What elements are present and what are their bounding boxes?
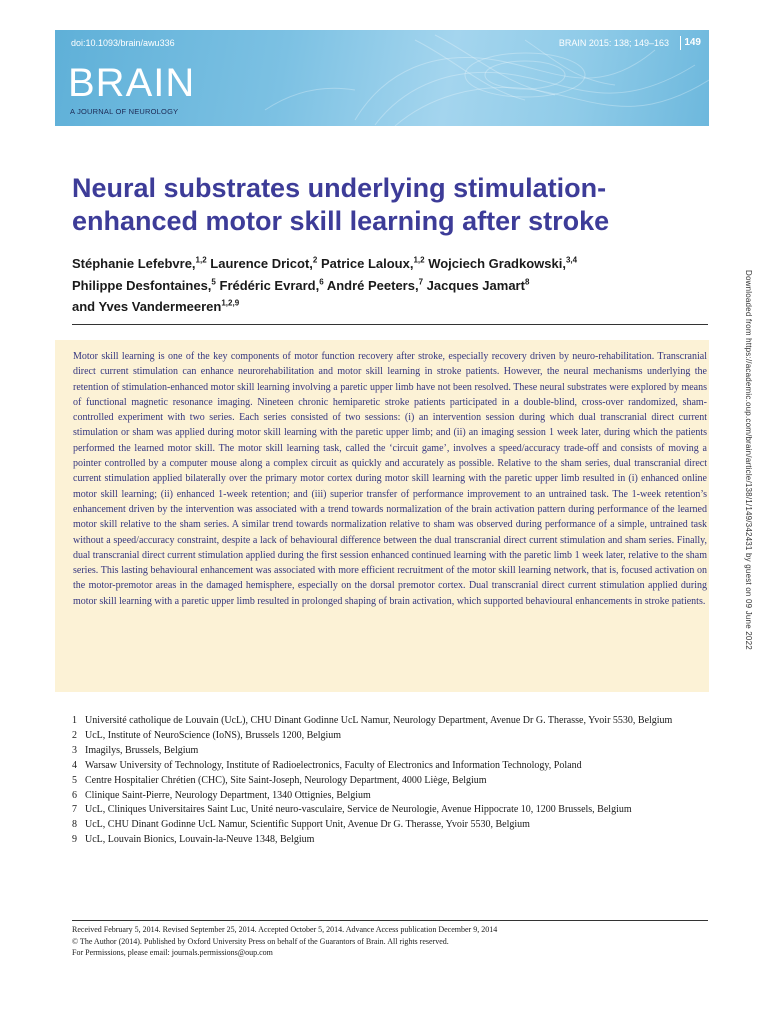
affiliation-number: 7 bbox=[72, 804, 77, 816]
publication-footer bbox=[72, 924, 708, 959]
affiliation-text: UcL, Louvain Bionics, Louvain-la-Neuve 1348, Belgium bbox=[85, 834, 315, 846]
publication-dates: Received February 5, 2014. Revised September 25, 2014. Accepted October 5, 2014. Advance Access publication December 9, 2014 bbox=[72, 925, 498, 934]
affiliation-item bbox=[72, 774, 708, 789]
author-name[interactable]: Patrice Laloux,$^{1,2}$ bbox=[320, 256, 425, 272]
affiliation-item bbox=[72, 759, 708, 774]
affiliation-marker: 7 bbox=[418, 277, 424, 287]
affiliation-text: Université catholique de Louvain (UcL), CHU Dinant Godinne UcL Namur, Neurology Department, Avenue Dr G. Therasse, Yvoir 5530, Belgium bbox=[85, 715, 673, 726]
affiliation-item bbox=[72, 744, 708, 759]
affiliation-number: 1 bbox=[72, 715, 77, 726]
affiliation-item bbox=[72, 714, 708, 729]
author-name[interactable]: Jacques Jamart$^8$ bbox=[426, 277, 530, 293]
affiliation-number: 2 bbox=[72, 729, 77, 741]
affiliation-number: 3 bbox=[72, 744, 77, 756]
page-number: 149 bbox=[684, 37, 701, 48]
author-name[interactable]: Stéphanie Lefebvre,$^{1,2}$ bbox=[72, 256, 207, 272]
journal-banner bbox=[55, 30, 709, 126]
journal-tagline: A JOURNAL OF NEUROLOGY bbox=[70, 107, 179, 116]
affiliation-text: Warsaw University of Technology, Institute of Radioelectronics, Faculty of Electronics and Information Technology, Poland bbox=[85, 759, 582, 771]
affiliation-text: UcL, Cliniques Universitaires Saint Luc, Unité neuro-vasculaire, Service de Neurologie, Avenue Hippocrate 10, 1200 Brussels, Belgium bbox=[85, 804, 632, 816]
author-name[interactable]: Laurence Dricot,$^2$ bbox=[210, 256, 318, 272]
permissions-notice[interactable]: For Permissions, please email: journals.permissions@oup.com bbox=[72, 948, 273, 957]
affiliation-marker: 1,2,9 bbox=[221, 298, 240, 308]
divider bbox=[680, 36, 681, 50]
author-list bbox=[72, 252, 692, 316]
affiliation-number: 4 bbox=[72, 759, 77, 771]
affiliation-list bbox=[72, 714, 708, 848]
affiliation-number: 9 bbox=[72, 834, 77, 846]
affiliation-item bbox=[72, 789, 708, 804]
affiliation-text: UcL, Institute of NeuroScience (IoNS), Brussels 1200, Belgium bbox=[85, 729, 342, 741]
affiliation-text: Imagilys, Brussels, Belgium bbox=[85, 744, 199, 756]
affiliation-marker: 3,4 bbox=[565, 256, 578, 265]
affiliation-item bbox=[72, 833, 708, 848]
affiliation-item bbox=[72, 803, 708, 818]
author-name[interactable]: Philippe Desfontaines,$^5$ bbox=[72, 277, 216, 293]
journal-citation: BRAIN 2015: 138; 149–163 bbox=[558, 38, 669, 48]
author-name[interactable]: and Yves Vandermeeren$^{1,2,9}$ bbox=[72, 298, 240, 314]
affiliation-number: 5 bbox=[72, 774, 77, 786]
affiliation-marker: 1,2 bbox=[413, 256, 425, 265]
article-title: Neural substrates underlying stimulation-enhanced motor skill learning after stroke bbox=[72, 173, 610, 236]
affiliation-marker: 2 bbox=[312, 256, 318, 265]
affiliation-marker: 8 bbox=[524, 277, 530, 287]
affiliation-text: Clinique Saint-Pierre, Neurology Department, 1340 Ottignies, Belgium bbox=[85, 789, 371, 801]
author-name[interactable]: Wojciech Gradkowski,$^{3,4}$ bbox=[428, 256, 578, 272]
divider bbox=[72, 324, 708, 325]
journal-logo: BRAIN bbox=[68, 61, 196, 105]
divider bbox=[72, 920, 708, 921]
affiliation-number: 6 bbox=[72, 789, 77, 801]
affiliation-marker: 1,2 bbox=[195, 256, 207, 265]
download-watermark: Downloaded from https://academic.oup.com/brain/article/138/1/149/342431 by guest on 09 June 2022 bbox=[744, 270, 753, 650]
doi[interactable]: doi:10.1093/brain/awu336 bbox=[71, 38, 175, 48]
affiliation-item bbox=[72, 818, 708, 833]
affiliation-text: UcL, CHU Dinant Godinne UcL Namur, Scientific Support Unit, Avenue Dr G. Therasse, Yvoir 5530, Belgium bbox=[85, 819, 530, 831]
affiliation-number: 8 bbox=[72, 819, 77, 831]
author-name[interactable]: Frédéric Evrard,$^6$ bbox=[219, 277, 324, 293]
affiliation-item bbox=[72, 729, 708, 744]
affiliation-marker: 6 bbox=[319, 277, 324, 287]
author-name[interactable]: André Peeters,$^7$ bbox=[326, 277, 424, 293]
copyright-notice: © The Author (2014). Published by Oxford University Press on behalf of the Guarantors of Brain. All rights reserved. bbox=[72, 936, 449, 946]
affiliation-text: Centre Hospitalier Chrétien (CHC), Site Saint-Joseph, Neurology Department, 4000 Liège, Belgium bbox=[85, 774, 487, 786]
affiliation-marker: 5 bbox=[211, 277, 216, 287]
abstract-text: Motor skill learning is one of the key components of motor function recovery after stroke, especially recovery driven by neuro-rehabilitation. Transcranial direct current stimulation can enhance neurorehabilitation and motor skill learning in stroke patients. However, the neural mechanisms underlying the retention of stimulation-enhanced motor skill learning involving a paretic upper limb have not been resolved. These neural substrates were explored by means of functional magnetic resonance imaging. Nineteen chronic hemiparetic stroke patients participated in a double-blind, cross-over randomized, sham-controlled experiment with two series. Each series consisted of two sessions: (i) an intervention session during which dual transcranial direct current stimulation or sham was applied during motor skill learning with the paretic upper limb; and (ii) an imaging session 1 week later, during which the patients performed the learned motor skill. The motor skill learning task, called the ‘circuit game’, involves a speed/accuracy trade-off and consists of moving a pointer controlled by a computer mouse along a complex circuit as quickly and accurately as possible. Relative to the sham series, dual transcranial direct current stimulation applied bilaterally over the primary motor cortex during motor skill learning with the paretic upper limb resulted in (i) enhanced online motor skill learning; (ii) enhanced 1-week retention; and (iii) superior transfer of performance improvement to an untrained task. The 1-week retention’s enhancement driven by the intervention was associated with a trend towards normalization of the brain activation pattern during performance of the learned motor skill relative to the sham series. A similar trend towards normalization relative to sham was observed during performance of a simple, untrained task without a speed/accuracy constraint, despite a lack of behavioural difference between the dual transcranial direct current stimulation and sham series. Finally, dual transcranial direct current stimulation applied during the first session enhanced continued learning with the paretic limb 1 week later, relative to the sham series. This lasting behavioural enhancement was associated with more efficient recruitment of the motor skill learning network, that is, focused activation on the motor-premotor areas in the damaged hemisphere, especially on the dorsal premotor cortex. Dual transcranial direct current stimulation applied during motor skill learning with a paretic upper limb resulted in prolonged shaping of brain activation, which supported behavioural enhancements in stroke patients. bbox=[73, 351, 707, 607]
